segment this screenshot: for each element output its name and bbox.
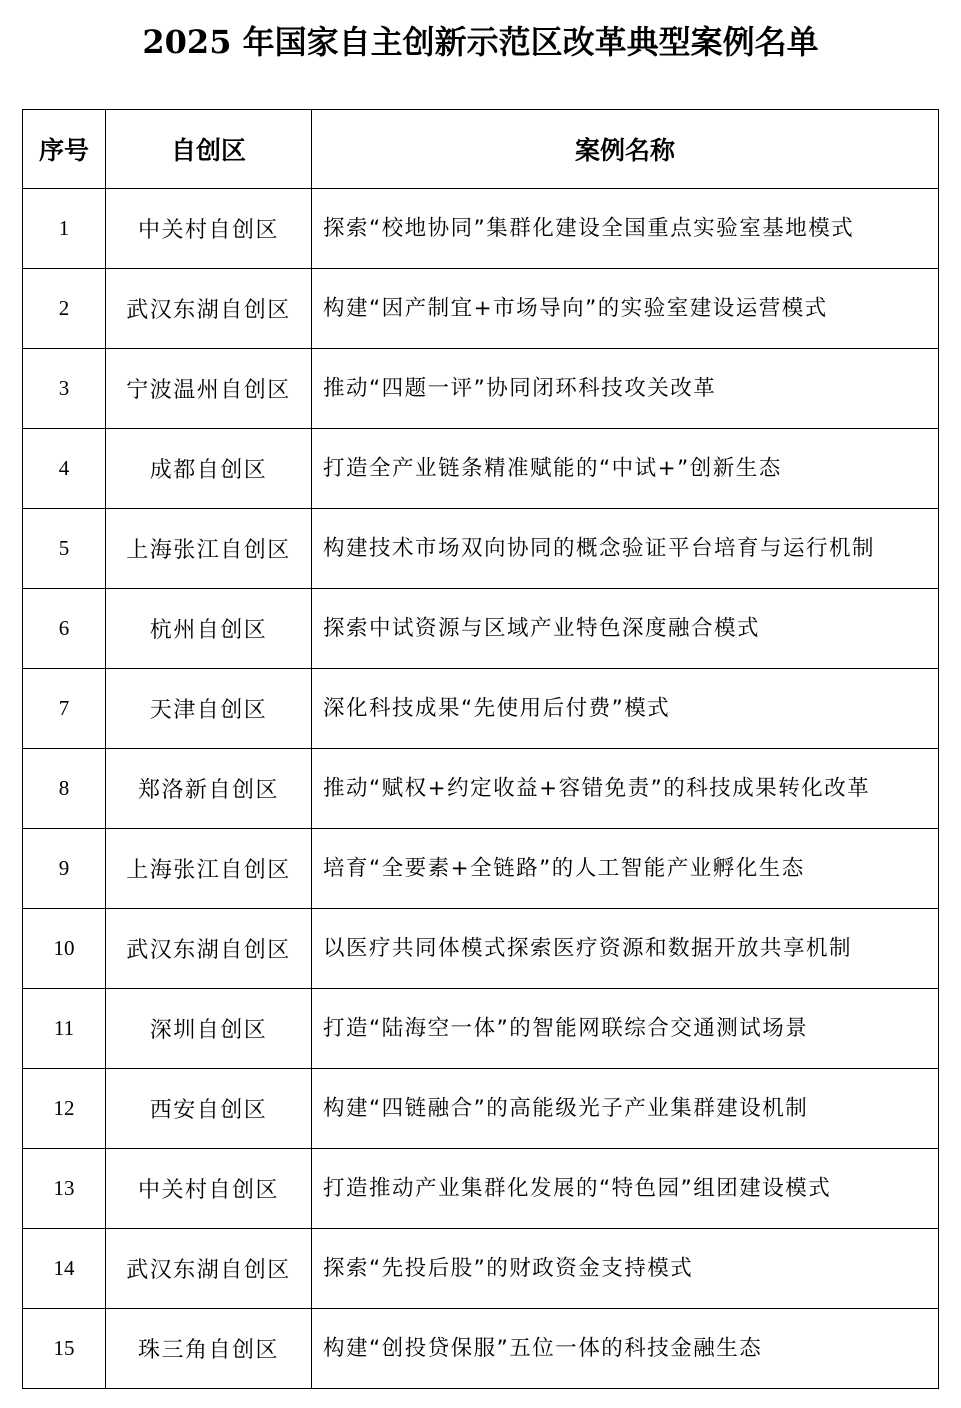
- case-name: 构建技术市场双向协同的概念验证平台培育与运行机制: [312, 509, 939, 589]
- row-number: 11: [23, 989, 106, 1069]
- row-number: 1: [23, 189, 106, 269]
- row-number: 12: [23, 1069, 106, 1149]
- table-row: [23, 269, 939, 349]
- row-number: 10: [23, 909, 106, 989]
- zone-name: 武汉东湖自创区: [106, 1229, 312, 1309]
- header-zone: 自创区: [106, 110, 312, 189]
- case-name: 打造全产业链条精准赋能的“中试+”创新生态: [312, 429, 939, 509]
- table-header: [23, 110, 939, 189]
- table-row: [23, 749, 939, 829]
- case-name: 打造推动产业集群化发展的“特色园”组团建设模式: [312, 1149, 939, 1229]
- page-title: 2025 年国家自主创新示范区改革典型案例名单: [142, 23, 819, 61]
- case-name: 深化科技成果“先使用后付费”模式: [312, 669, 939, 749]
- row-number: 14: [23, 1229, 106, 1309]
- table-body: [23, 189, 939, 1389]
- case-name: 构建“创投贷保服”五位一体的科技金融生态: [312, 1309, 939, 1389]
- case-name: 构建“四链融合”的高能级光子产业集群建设机制: [312, 1069, 939, 1149]
- zone-name: 珠三角自创区: [106, 1309, 312, 1389]
- table-row: [23, 1309, 939, 1389]
- header-case: 案例名称: [312, 110, 939, 189]
- table-row: [23, 429, 939, 509]
- row-number: 5: [23, 509, 106, 589]
- table-row: [23, 989, 939, 1069]
- table-row: [23, 1229, 939, 1309]
- row-number: 15: [23, 1309, 106, 1389]
- case-name: 探索“先投后股”的财政资金支持模式: [312, 1229, 939, 1309]
- row-number: 8: [23, 749, 106, 829]
- row-number: 3: [23, 349, 106, 429]
- zone-name: 上海张江自创区: [106, 829, 312, 909]
- zone-name: 成都自创区: [106, 429, 312, 509]
- zone-name: 武汉东湖自创区: [106, 269, 312, 349]
- zone-name: 深圳自创区: [106, 989, 312, 1069]
- zone-name: 西安自创区: [106, 1069, 312, 1149]
- table-header-row: [23, 110, 939, 189]
- table-row: [23, 1149, 939, 1229]
- zone-name: 天津自创区: [106, 669, 312, 749]
- row-number: 13: [23, 1149, 106, 1229]
- row-number: 4: [23, 429, 106, 509]
- table-row: [23, 669, 939, 749]
- case-name: 推动“赋权+约定收益+容错免责”的科技成果转化改革: [312, 749, 939, 829]
- table-row: [23, 349, 939, 429]
- case-name: 培育“全要素+全链路”的人工智能产业孵化生态: [312, 829, 939, 909]
- table-row: [23, 829, 939, 909]
- row-number: 9: [23, 829, 106, 909]
- zone-name: 中关村自创区: [106, 1149, 312, 1229]
- case-name: 探索中试资源与区域产业特色深度融合模式: [312, 589, 939, 669]
- zone-name: 杭州自创区: [106, 589, 312, 669]
- case-name: 以医疗共同体模式探索医疗资源和数据开放共享机制: [312, 909, 939, 989]
- row-number: 6: [23, 589, 106, 669]
- zone-name: 中关村自创区: [106, 189, 312, 269]
- zone-name: 上海张江自创区: [106, 509, 312, 589]
- table-row: [23, 909, 939, 989]
- table-row: [23, 589, 939, 669]
- case-list-table: [22, 109, 939, 1389]
- case-name: 探索“校地协同”集群化建设全国重点实验室基地模式: [312, 189, 939, 269]
- table-row: [23, 1069, 939, 1149]
- case-name: 打造“陆海空一体”的智能网联综合交通测试场景: [312, 989, 939, 1069]
- zone-name: 宁波温州自创区: [106, 349, 312, 429]
- row-number: 2: [23, 269, 106, 349]
- zone-name: 武汉东湖自创区: [106, 909, 312, 989]
- zone-name: 郑洛新自创区: [106, 749, 312, 829]
- table-row: [23, 509, 939, 589]
- case-name: 构建“因产制宜+市场导向”的实验室建设运营模式: [312, 269, 939, 349]
- case-name: 推动“四题一评”协同闭环科技攻关改革: [312, 349, 939, 429]
- header-no: 序号: [23, 110, 106, 189]
- table-row: [23, 189, 939, 269]
- row-number: 7: [23, 669, 106, 749]
